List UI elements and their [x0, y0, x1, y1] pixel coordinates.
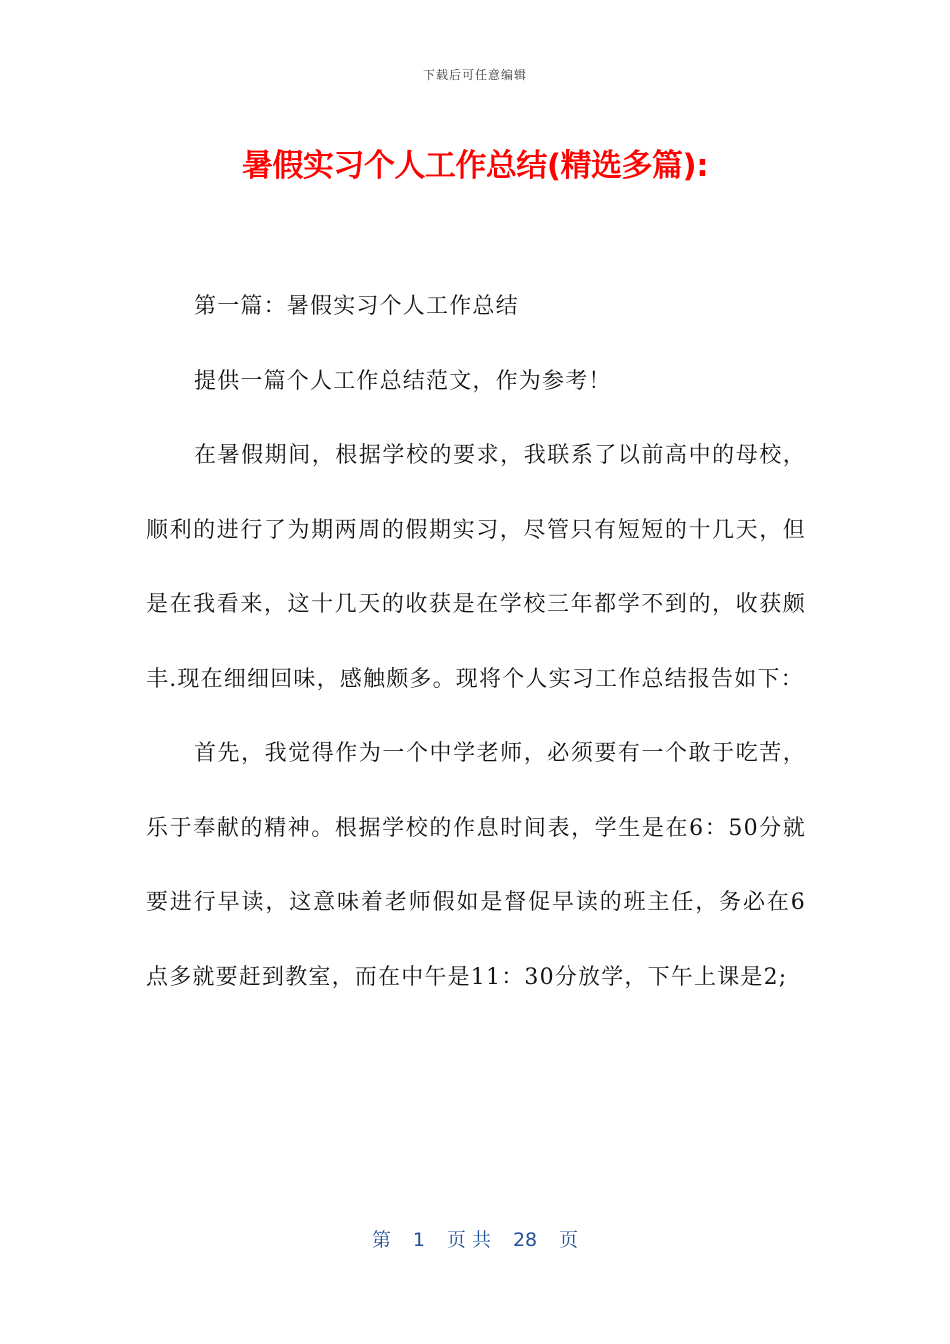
header-note: 下载后可任意编辑	[422, 68, 527, 82]
paragraph-body-2: 首先，我觉得作为一个中学老师，必须要有一个敢于吃苦，乐于奉献的精神。根据学校的作息时间表，学生是在6：50分就要进行早读，这意味着老师假如是督促早读的班主任，务必在6点多就要赶到教室，而在中午是11：30分放学，下午上课是2;	[146, 741, 806, 990]
paragraph-intro: 提供一篇个人工作总结范文，作为参考！	[194, 368, 612, 394]
footer-page-number: 1	[412, 1229, 425, 1251]
page-footer	[0, 1225, 950, 1252]
footer-page-total: 28	[512, 1229, 538, 1251]
footer-suffix: 页	[559, 1229, 579, 1251]
paragraph-section-heading: 第一篇：暑假实习个人工作总结	[194, 294, 519, 319]
paragraph-body-1: 在暑假期间，根据学校的要求，我联系了以前高中的母校，顺利的进行了为期两周的假期实习，尽管只有短短的十几天，但是在我看来，这十几天的收获是在学校三年都学不到的，收获颇丰.现在细细回味，感触颇多。现将个人实习工作总结报告如下：	[146, 443, 806, 692]
document-title: 暑假实习个人工作总结(精选多篇):	[241, 148, 709, 184]
document-body	[146, 270, 806, 1015]
footer-mid: 页 共	[446, 1229, 491, 1251]
footer-prefix: 第	[371, 1229, 391, 1251]
